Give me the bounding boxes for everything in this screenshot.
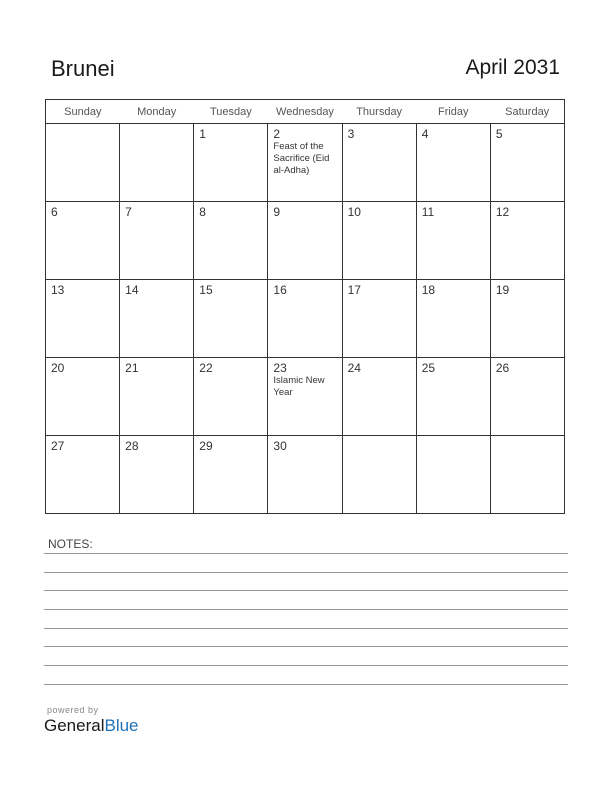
day-cell bbox=[416, 436, 490, 514]
brand-name-part2: Blue bbox=[104, 716, 139, 735]
note-line bbox=[44, 553, 568, 554]
day-number: 29 bbox=[199, 439, 213, 453]
day-number: 15 bbox=[199, 283, 213, 297]
brand-name-part1: General bbox=[44, 716, 105, 735]
day-number: 5 bbox=[495, 127, 503, 141]
note-line bbox=[44, 646, 568, 647]
day-cell bbox=[416, 280, 490, 358]
day-number: 12 bbox=[495, 205, 510, 219]
calendar-week-row bbox=[46, 202, 565, 280]
calendar-week-row bbox=[46, 124, 565, 202]
weekday-label: Tuesday bbox=[194, 100, 268, 124]
day-cell bbox=[268, 124, 342, 202]
day-number: 4 bbox=[421, 127, 429, 141]
day-number: 18 bbox=[421, 283, 436, 297]
holiday-label: Islamic New Year bbox=[273, 375, 325, 398]
day-cell bbox=[194, 280, 268, 358]
day-cell bbox=[268, 436, 342, 514]
day-number: 22 bbox=[199, 361, 213, 375]
day-cell bbox=[416, 124, 490, 202]
brand-logo bbox=[44, 716, 139, 736]
day-cell bbox=[46, 124, 120, 202]
day-cell bbox=[194, 124, 268, 202]
weekday-label: Monday bbox=[120, 100, 194, 124]
day-cell bbox=[342, 358, 416, 436]
day-number: 30 bbox=[273, 439, 287, 453]
day-number: 25 bbox=[421, 361, 436, 375]
day-cell bbox=[46, 280, 120, 358]
note-line bbox=[44, 665, 568, 666]
note-line bbox=[44, 572, 568, 573]
day-cell bbox=[416, 202, 490, 280]
day-number: 14 bbox=[125, 283, 139, 297]
day-cell bbox=[490, 436, 564, 514]
day-cell bbox=[120, 280, 194, 358]
day-number: 17 bbox=[347, 283, 361, 297]
day-number: 21 bbox=[125, 361, 139, 375]
day-number: 7 bbox=[125, 205, 132, 219]
day-cell bbox=[416, 358, 490, 436]
weekday-label: Saturday bbox=[490, 100, 564, 124]
holiday-label: Feast of the Sacrifice (Eid al-Adha) bbox=[273, 141, 330, 176]
calendar-week-row bbox=[46, 436, 565, 514]
day-number: 24 bbox=[347, 361, 361, 375]
calendar-week-row bbox=[46, 280, 565, 358]
day-cell bbox=[194, 202, 268, 280]
day-number: 6 bbox=[51, 205, 58, 219]
day-cell bbox=[342, 124, 416, 202]
weekday-label: Thursday bbox=[342, 100, 416, 124]
weekday-header-row bbox=[46, 100, 565, 124]
note-line bbox=[44, 590, 568, 591]
day-number: 11 bbox=[421, 205, 435, 219]
day-cell bbox=[268, 202, 342, 280]
note-line bbox=[44, 609, 568, 610]
day-number: 2 bbox=[273, 127, 281, 141]
weekday-label: Friday bbox=[416, 100, 490, 124]
day-number: 8 bbox=[199, 205, 206, 219]
day-cell bbox=[268, 280, 342, 358]
weekday-label: Sunday bbox=[46, 100, 120, 124]
day-number: 20 bbox=[51, 361, 65, 375]
day-number: 9 bbox=[273, 205, 281, 219]
day-number: 19 bbox=[495, 283, 510, 297]
day-number: 3 bbox=[347, 127, 355, 141]
day-cell bbox=[490, 124, 564, 202]
calendar-grid bbox=[45, 99, 565, 514]
day-cell bbox=[120, 358, 194, 436]
day-number: 13 bbox=[51, 283, 65, 297]
day-number: 16 bbox=[273, 283, 287, 297]
day-cell bbox=[490, 358, 564, 436]
day-cell bbox=[490, 202, 564, 280]
note-line bbox=[44, 684, 568, 685]
note-line bbox=[44, 628, 568, 629]
day-cell bbox=[194, 436, 268, 514]
day-cell bbox=[46, 436, 120, 514]
powered-by-text: powered by bbox=[47, 705, 99, 715]
day-number: 1 bbox=[199, 127, 206, 141]
day-cell bbox=[342, 202, 416, 280]
day-cell bbox=[120, 124, 194, 202]
day-cell bbox=[46, 202, 120, 280]
day-cell bbox=[268, 358, 342, 436]
day-number: 28 bbox=[125, 439, 139, 453]
day-number: 26 bbox=[495, 361, 510, 375]
day-cell bbox=[194, 358, 268, 436]
day-cell bbox=[120, 436, 194, 514]
month-title: April 2031 bbox=[465, 56, 560, 79]
weekday-label: Wednesday bbox=[268, 100, 342, 124]
day-cell bbox=[490, 280, 564, 358]
day-cell bbox=[120, 202, 194, 280]
day-cell bbox=[342, 280, 416, 358]
notes-label: NOTES: bbox=[48, 537, 93, 551]
day-number: 10 bbox=[347, 205, 361, 219]
calendar-week-row bbox=[46, 358, 565, 436]
country-title: Brunei bbox=[51, 56, 115, 81]
day-cell bbox=[342, 436, 416, 514]
day-number: 27 bbox=[51, 439, 65, 453]
day-number: 23 bbox=[273, 361, 287, 375]
day-cell bbox=[46, 358, 120, 436]
